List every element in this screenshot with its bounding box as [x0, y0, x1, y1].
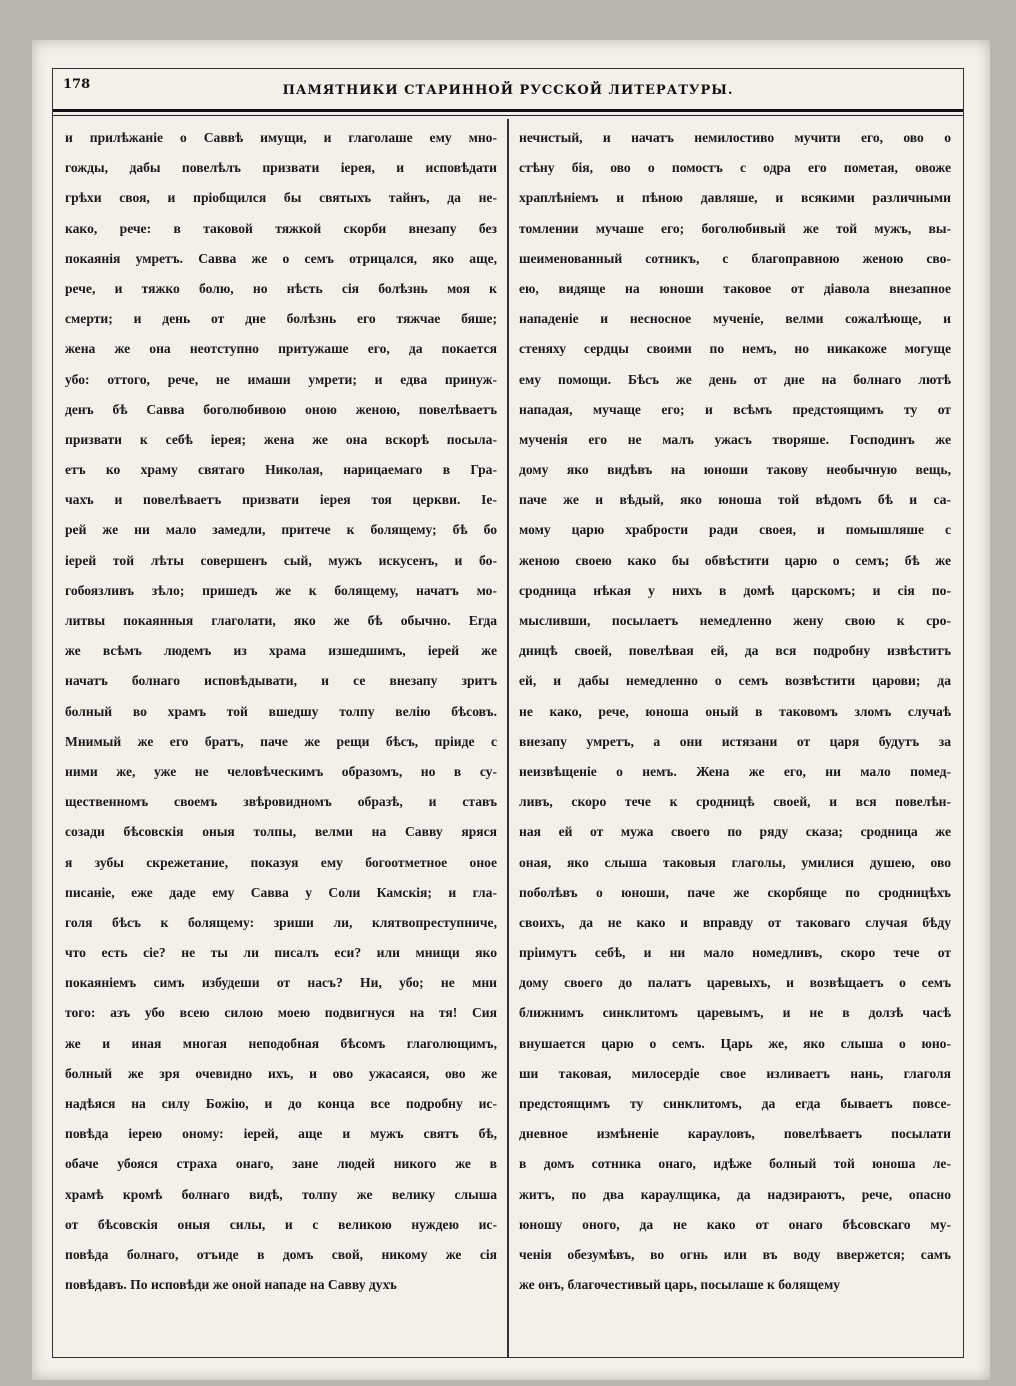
text-line: убо: оттого, рече, не имаши умрети; и едва принуж-	[65, 371, 497, 387]
text-line: поболѣвъ о юноши, паче же скорбяще по сродницѣхъ	[519, 884, 951, 900]
text-line: дневное измѣненіе карауловъ, повелѣваетъ посылати	[519, 1126, 951, 1142]
text-line: внушается царю о семъ. Царь же, яко слыша о юно-	[519, 1035, 951, 1051]
text-line: ближнимъ синклитомъ царевымъ, и не в долзѣ часѣ	[519, 1005, 951, 1021]
text-line: внезапу умретъ, а они истязани от царя будутъ за	[519, 733, 951, 749]
text-line: покаянія умретъ. Савва же о семъ отрицался, яко аще,	[65, 250, 497, 266]
text-line: призвати к себѣ іерея; жена же она вскорѣ посыла-	[65, 431, 497, 447]
text-line: же онъ, благочестивый царь, посылаше к болящему	[519, 1277, 841, 1293]
text-line: стѣну бія, ово о помостъ с одра его пометая, овоже	[519, 160, 951, 176]
text-line: храмѣ кромѣ болнаго видѣ, толпу же велику слыша	[65, 1186, 497, 1202]
text-line: смерти; и день от дне болѣзнь его тяжчае бяше;	[65, 311, 497, 327]
column-divider	[507, 119, 509, 1357]
text-line: стеняху сердцы своими по немъ, но никакоже могуще	[519, 341, 951, 357]
text-line: мученія его не малъ ужасъ творяше. Господинъ же	[519, 431, 951, 447]
text-line: грѣхи своя, и пріобщился бы святыхъ тайнъ, да не-	[65, 190, 497, 206]
text-line: шеименованный сотникъ, с благоправною женою сво-	[519, 250, 951, 266]
text-line: етъ ко храму святаго Николая, нарицаемаго в Гра-	[65, 462, 497, 478]
text-line: я зубы скрежетание, показуя ему богоотметное оное	[65, 854, 497, 870]
text-line: дому своего до палатъ царевыхъ, и возвѣщаетъ о семъ	[519, 975, 951, 991]
text-column-left	[65, 123, 497, 1300]
text-column-right	[519, 123, 951, 1300]
text-line: созади бѣсовскія оныя толпы, велми на Савву яряся	[65, 824, 497, 840]
text-line: чахъ и повелѣваетъ призвати іерея тоя церкви. Іе-	[65, 492, 497, 508]
text-line: іерей той лѣты совершенъ сый, мужъ искусенъ, и бо-	[65, 552, 497, 568]
text-line: ему помощи. Бѣсъ же день от дне на болнаго лютѣ	[519, 371, 951, 387]
text-line: рече, и тяжко болю, но нѣсть сія болѣзнь моя к	[65, 280, 497, 296]
text-line: ная ей от мужа своего по ряду сказа; сродница же	[519, 824, 951, 840]
text-line: голя бѣсъ к болящему: зриши ли, клятвопреступниче,	[65, 914, 497, 930]
text-line: денъ бѣ Савва боголюбивою оною женою, повелѣваетъ	[65, 401, 497, 417]
text-line: и прилѣжаніе о Саввѣ имущи, и глаголаше ему мно-	[65, 130, 497, 145]
text-line: в домъ сотника онаго, идѣже болный той юноша ле-	[519, 1156, 951, 1172]
text-line: нападеніе и несносное мученіе, велми сожалѣюще, и	[519, 311, 951, 327]
text-line: повѣда болнаго, отъиде в домъ свой, никому же сія	[65, 1246, 497, 1262]
header-rule-thin	[53, 115, 963, 116]
text-line: болный во храмъ той вшедшу толпу велію бѣсовъ.	[65, 703, 497, 719]
text-line: литвы покаянныя глаголати, яко же бѣ обычно. Егда	[65, 613, 497, 628]
text-line: дому яко видѣвъ на юноши такову необычную вещь,	[519, 462, 951, 478]
text-line: ченія обезумѣвъ, во огнь или въ воду ввержется; самъ	[519, 1246, 951, 1262]
text-line: неизвѣщеніе о немъ. Жена же его, ни мало помед-	[519, 763, 951, 779]
text-line: не како, рече, юноша оный в таковомъ зломъ случаѣ	[519, 703, 951, 719]
page-frame	[52, 68, 964, 1358]
text-line: сродница нѣкая у нихъ в домѣ царскомъ; и сія по-	[519, 582, 951, 598]
text-line: оная, яко слыша таковыя глаголы, умилися душею, ово	[519, 854, 951, 870]
text-line: мысливши, посылаетъ немедленно жену свою к сро-	[519, 613, 951, 628]
header-rule-thick	[53, 109, 963, 112]
text-line: повѣдавъ. По исповѣди же оной нападе на Савву духъ	[65, 1277, 397, 1293]
book-page	[32, 40, 990, 1380]
text-line: како, рече: в таковой тяжкой скорби внезапу без	[65, 220, 497, 236]
text-line: щественномъ своемъ звѣровидномъ образѣ, и ставъ	[65, 794, 497, 810]
text-line: же и иная многая неподобная бѣсомъ глаголющимъ,	[65, 1035, 497, 1051]
text-line: рей же ни мало замедли, притече к болящему; бѣ бо	[65, 522, 497, 538]
text-line: ей, и дабы немедленно о семъ возвѣстити царови; да	[519, 673, 951, 689]
text-line: гобоязливъ зѣло; пришедъ же к болящему, начатъ мо-	[65, 582, 497, 598]
text-line: начатъ болнаго исповѣдывати, и се внезапу зритъ	[65, 673, 497, 689]
text-line: мому царю храбрости ради своея, и помышляше с	[519, 522, 951, 538]
text-line: пріимутъ себѣ, и ни мало номедливъ, скоро тече от	[519, 945, 951, 961]
text-line: надѣяся на силу Божію, и до конца все подробну ис-	[65, 1096, 497, 1111]
text-line: женою своею како бы обвѣстити царю о семъ; бѣ же	[519, 552, 951, 568]
text-line: ливъ, скоро тече к сродницѣ своей, и вся повелѣн-	[519, 794, 951, 810]
text-line: жена же она неотступно притужаше его, да покается	[65, 341, 497, 357]
text-line: ними же, уже не человѣческимъ образомъ, но в су-	[65, 763, 497, 779]
text-line: ши таковая, милосердіе свое изливаетъ нань, глаголя	[519, 1065, 951, 1081]
text-line: своихъ, да не како и вправду от таковаго случая бѣду	[519, 914, 951, 930]
text-line: гожды, дабы повелѣлъ призвати іерея, и исповѣдати	[65, 160, 497, 176]
text-line: паче же и вѣдый, яко юноша той вѣдомъ бѣ и са-	[519, 492, 951, 508]
text-line: от бѣсовскія оныя силы, и с великою нуждею ис-	[65, 1216, 497, 1232]
text-line: предстоящимъ ту синклитомъ, да егда бываетъ повсе-	[519, 1096, 951, 1111]
text-line: же всѣмъ людемъ из храма изшедшимъ, іерей же	[65, 643, 497, 659]
running-title: ПАМЯТНИКИ СТАРИННОЙ РУССКОЙ ЛИТЕРАТУРЫ.	[282, 83, 734, 98]
text-line: Мнимый же его братъ, паче же рещи бѣсъ, пріиде с	[65, 733, 497, 749]
text-line: дницѣ своей, повелѣвая ей, да вся подробну извѣститъ	[519, 643, 951, 659]
text-line: томлении мучаше его; боголюбивый же той мужъ, вы-	[519, 220, 951, 236]
text-line: обаче убояся страха онаго, зане людей никого же в	[65, 1156, 497, 1172]
text-line: что есть сіе? не ты ли писалъ еси? или мнищи яко	[65, 945, 497, 961]
text-line: нечистый, и начатъ немилостиво мучити его, ово о	[519, 130, 951, 145]
text-line: того: азъ убо всею силою моею подвигнуся на тя! Сия	[65, 1005, 497, 1021]
text-line: повѣда іерею оному: іерей, аще и мужъ святъ бѣ,	[65, 1126, 497, 1142]
text-line: храплѣніемъ и пѣною давляше, и всякими различными	[519, 190, 951, 206]
page-number: 178	[63, 77, 91, 92]
text-line: покаяніемъ симъ избудеши от насъ? Ни, убо; не мни	[65, 975, 497, 991]
text-line: житъ, по два караулщика, да надзираютъ, рече, опасно	[519, 1186, 951, 1202]
text-line: юношу оного, да не како от онаго бѣсовскаго му-	[519, 1216, 951, 1232]
text-line: болный же зря очевидно ихъ, и ово ужасаяся, ово же	[65, 1065, 497, 1081]
text-line: писаніе, еже даде ему Савва у Соли Камскія; и гла-	[65, 884, 497, 900]
text-line: ею, видяще на юноши таковое от діавола внезапное	[519, 280, 951, 296]
text-line: нападая, мучаще его; и всѣмъ предстоящимъ ту от	[519, 401, 951, 417]
